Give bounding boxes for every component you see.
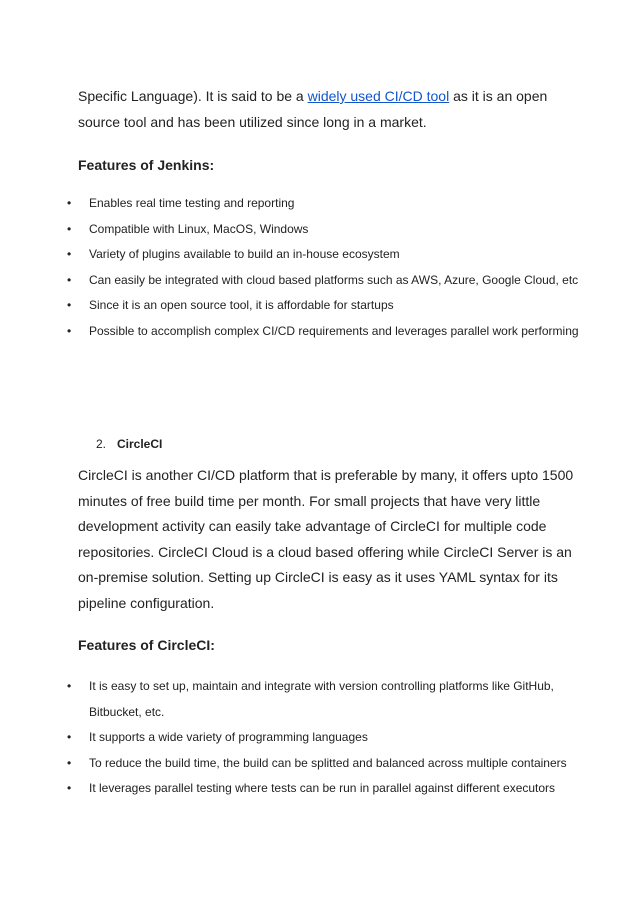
intro-text-after-link: as it is an open source tool and has been utilized since long in a market. <box>78 88 548 130</box>
list-item-text: It leverages parallel testing where tests can be run in parallel against different executors <box>89 781 556 795</box>
list-item-text: It supports a wide variety of programming languages <box>89 730 368 744</box>
circleci-description: CircleCI is another CI/CD platform that is preferable by many, it offers upto 1500 minutes of free build time per month. For small projects that have very little development activity can easily take advantage of CircleCI for multiple code repositories. CircleCI Cloud is a cloud based offering while CircleCI Server is an on-premise solution. Setting up CircleCI is easy as it uses YAML syntax for its pipeline configuration. <box>78 467 574 611</box>
list-item-text: Can easily be integrated with cloud based platforms such as AWS, Azure, Google Cloud, etc <box>89 272 579 287</box>
list-item <box>0 319 638 345</box>
section-number: 2. <box>96 437 107 451</box>
list-item <box>0 776 638 802</box>
list-item-text: It is easy to set up, maintain and integrate with version controlling platforms like GitHub, Bitbucket, etc. <box>89 679 554 719</box>
list-item-text: To reduce the build time, the build can be splitted and balanced across multiple containers <box>89 755 567 770</box>
list-item <box>0 268 638 294</box>
bullet-icon: • <box>67 196 72 210</box>
section-title: CircleCI <box>117 437 163 451</box>
circleci-features-list <box>0 674 638 802</box>
list-item-text: Enables real time testing and reporting <box>89 196 295 210</box>
jenkins-features-heading: Features of Jenkins: <box>78 157 215 173</box>
list-item <box>0 674 638 725</box>
list-item <box>0 751 638 777</box>
circleci-features-heading: Features of CircleCI: <box>78 637 215 653</box>
list-item-text: Since it is an open source tool, it is affordable for startups <box>89 298 394 312</box>
list-item <box>0 242 638 268</box>
intro-paragraph <box>78 84 578 135</box>
bullet-icon: • <box>67 781 72 795</box>
bullet-icon: • <box>67 323 72 338</box>
bullet-icon: • <box>67 298 72 312</box>
list-item <box>0 191 638 217</box>
intro-text-before-link: Specific Language). It is said to be a <box>78 88 308 104</box>
bullet-icon: • <box>67 730 72 744</box>
bullet-icon: • <box>67 679 72 693</box>
list-item <box>0 725 638 751</box>
widely-used-ci-cd-tool-link[interactable]: widely used CI/CD tool <box>307 88 450 104</box>
list-item-text: Compatible with Linux, MacOS, Windows <box>89 221 309 236</box>
bullet-icon: • <box>67 272 72 287</box>
circleci-section-heading <box>96 437 162 451</box>
list-item <box>0 217 638 243</box>
list-item <box>0 293 638 319</box>
list-item-text: Possible to accomplish complex CI/CD requirements and leverages parallel work performing <box>89 323 579 338</box>
bullet-icon: • <box>67 755 72 770</box>
bullet-icon: • <box>67 247 72 261</box>
jenkins-features-list <box>0 191 638 344</box>
list-item-text: Variety of plugins available to build an in-house ecosystem <box>89 247 400 261</box>
bullet-icon: • <box>67 221 72 236</box>
